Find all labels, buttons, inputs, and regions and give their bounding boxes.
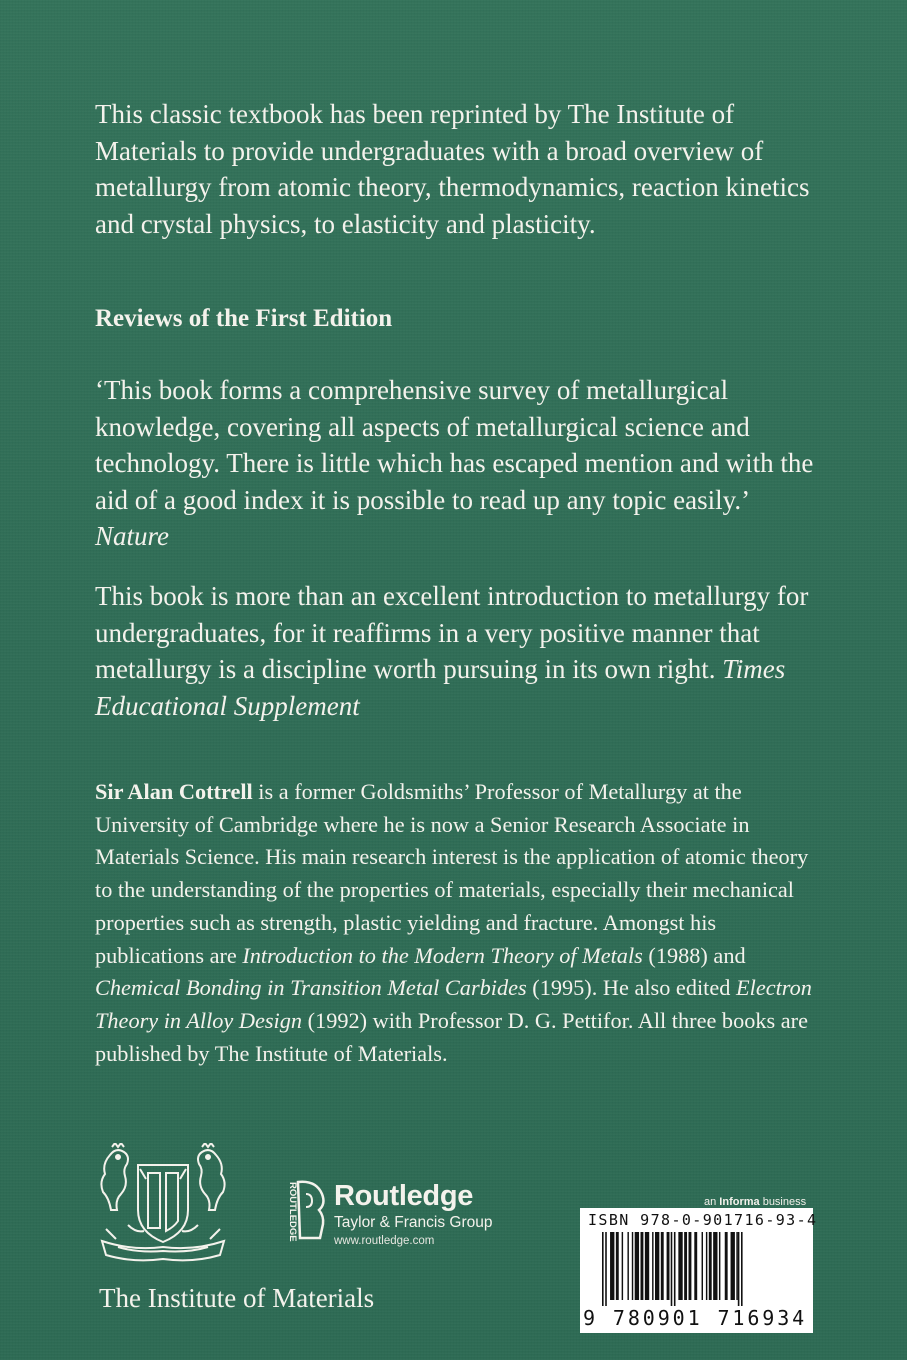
bio-text: (1988) and xyxy=(642,942,746,968)
author-name: Sir Alan Cottrell xyxy=(95,779,253,804)
barcode-bar xyxy=(678,1232,682,1300)
barcode-bar xyxy=(616,1232,619,1300)
informa-brand: Informa xyxy=(719,1196,760,1208)
review-nature xyxy=(95,372,820,555)
barcode-bar xyxy=(645,1232,649,1300)
bio-text: (1995). He also edited xyxy=(526,975,736,1001)
author-bio xyxy=(95,776,825,1070)
barcode-bar xyxy=(713,1232,717,1300)
barcode-bar xyxy=(738,1232,740,1306)
bio-text: is a former Goldsmiths’ Professor of Metallurgy at the University of Cambridge where he is now a Senior Research Associate in Materials Science. His main research interest is the application of atomic theory to the understanding of the properties of materials, especially their mechanical properties such as strength, plastic yielding and fracture. Amongst his publications are xyxy=(95,779,809,968)
barcode-bar xyxy=(702,1232,703,1300)
isbn-label: ISBN 978-0-901716-93-4 xyxy=(588,1211,818,1229)
barcode-bar xyxy=(655,1232,659,1300)
barcode-bar xyxy=(741,1232,743,1306)
blurb-paragraph: This classic textbook has been reprinted by The Institute of Materials to provide undergraduates with a broad overview of metallurgy from atomic theory, thermodynamics, reaction kinetics and crystal physics, to elasticity and plasticity. xyxy=(95,99,810,239)
barcode-bar xyxy=(605,1232,607,1306)
barcode-bar xyxy=(709,1232,712,1300)
reviews-heading: Reviews of the First Edition xyxy=(95,305,393,332)
barcode-bar xyxy=(602,1232,604,1306)
routledge-group: Taylor & Francis Group xyxy=(334,1214,493,1231)
barcode-bar xyxy=(632,1232,633,1300)
barcode-bar xyxy=(684,1232,687,1300)
barcode-bar xyxy=(622,1232,623,1300)
barcode-bar xyxy=(731,1232,735,1300)
barcode-bar xyxy=(674,1232,676,1306)
barcode-bar xyxy=(652,1232,653,1300)
book-title: Introduction to the Modern Theory of Metals xyxy=(242,942,643,968)
routledge-url: www.routledge.com xyxy=(334,1235,435,1247)
barcode-bar xyxy=(641,1232,644,1300)
review-source: Nature xyxy=(95,521,169,552)
review-text: This book is more than an excellent introduction to metallurgy for undergraduates, for it reaffirms in a very positive manner that metallurgy is a discipline worth pursuing in its own right. xyxy=(95,581,809,685)
review-tes xyxy=(95,578,820,724)
isbn-barcode xyxy=(580,1208,818,1333)
institute-crest-logo xyxy=(88,1143,238,1268)
routledge-logo-mark xyxy=(276,1178,328,1242)
barcode-bar xyxy=(661,1232,664,1300)
routledge-name: Routledge xyxy=(334,1180,474,1212)
review-text: ‘This book forms a comprehensive survey of metallurgical knowledge, covering all aspects of metallurgical science and technology. There is little which has escaped mention and with the aid of a good index it is possible to read up any topic easily.’ xyxy=(95,375,814,515)
bio-text: (1992) with Professor D. G. Pettifor. All three books are published by The Institute of Materials. xyxy=(95,1007,808,1066)
barcode-bar xyxy=(706,1232,707,1300)
institute-name: The Institute of Materials xyxy=(99,1283,375,1313)
barcode-bar xyxy=(671,1232,673,1306)
routledge-vertical-label: ROUTLEDGE xyxy=(287,1182,298,1242)
barcode-bar xyxy=(725,1232,728,1300)
book-title: Chemical Bonding in Transition Metal Carbides xyxy=(95,975,527,1001)
barcode-bar xyxy=(667,1232,670,1300)
review-source: Times Educational Supplement xyxy=(95,654,786,721)
ean-digits: 9 780901 716934 xyxy=(583,1306,808,1330)
barcode-bar xyxy=(736,1232,737,1300)
informa-suffix: business xyxy=(759,1196,807,1208)
barcode-bar xyxy=(610,1232,614,1300)
routledge-logo-text xyxy=(334,1180,493,1249)
barcode-bar xyxy=(694,1232,697,1300)
barcode-bar xyxy=(627,1232,628,1300)
barcode-bar xyxy=(689,1232,692,1300)
barcode-bar xyxy=(635,1232,639,1300)
barcode-bar xyxy=(719,1232,720,1300)
informa-tagline xyxy=(704,1196,806,1208)
barcode-bars xyxy=(580,1230,813,1310)
informa-prefix: an xyxy=(704,1196,720,1208)
book-title: Electron Theory in Alloy Design xyxy=(95,975,812,1033)
